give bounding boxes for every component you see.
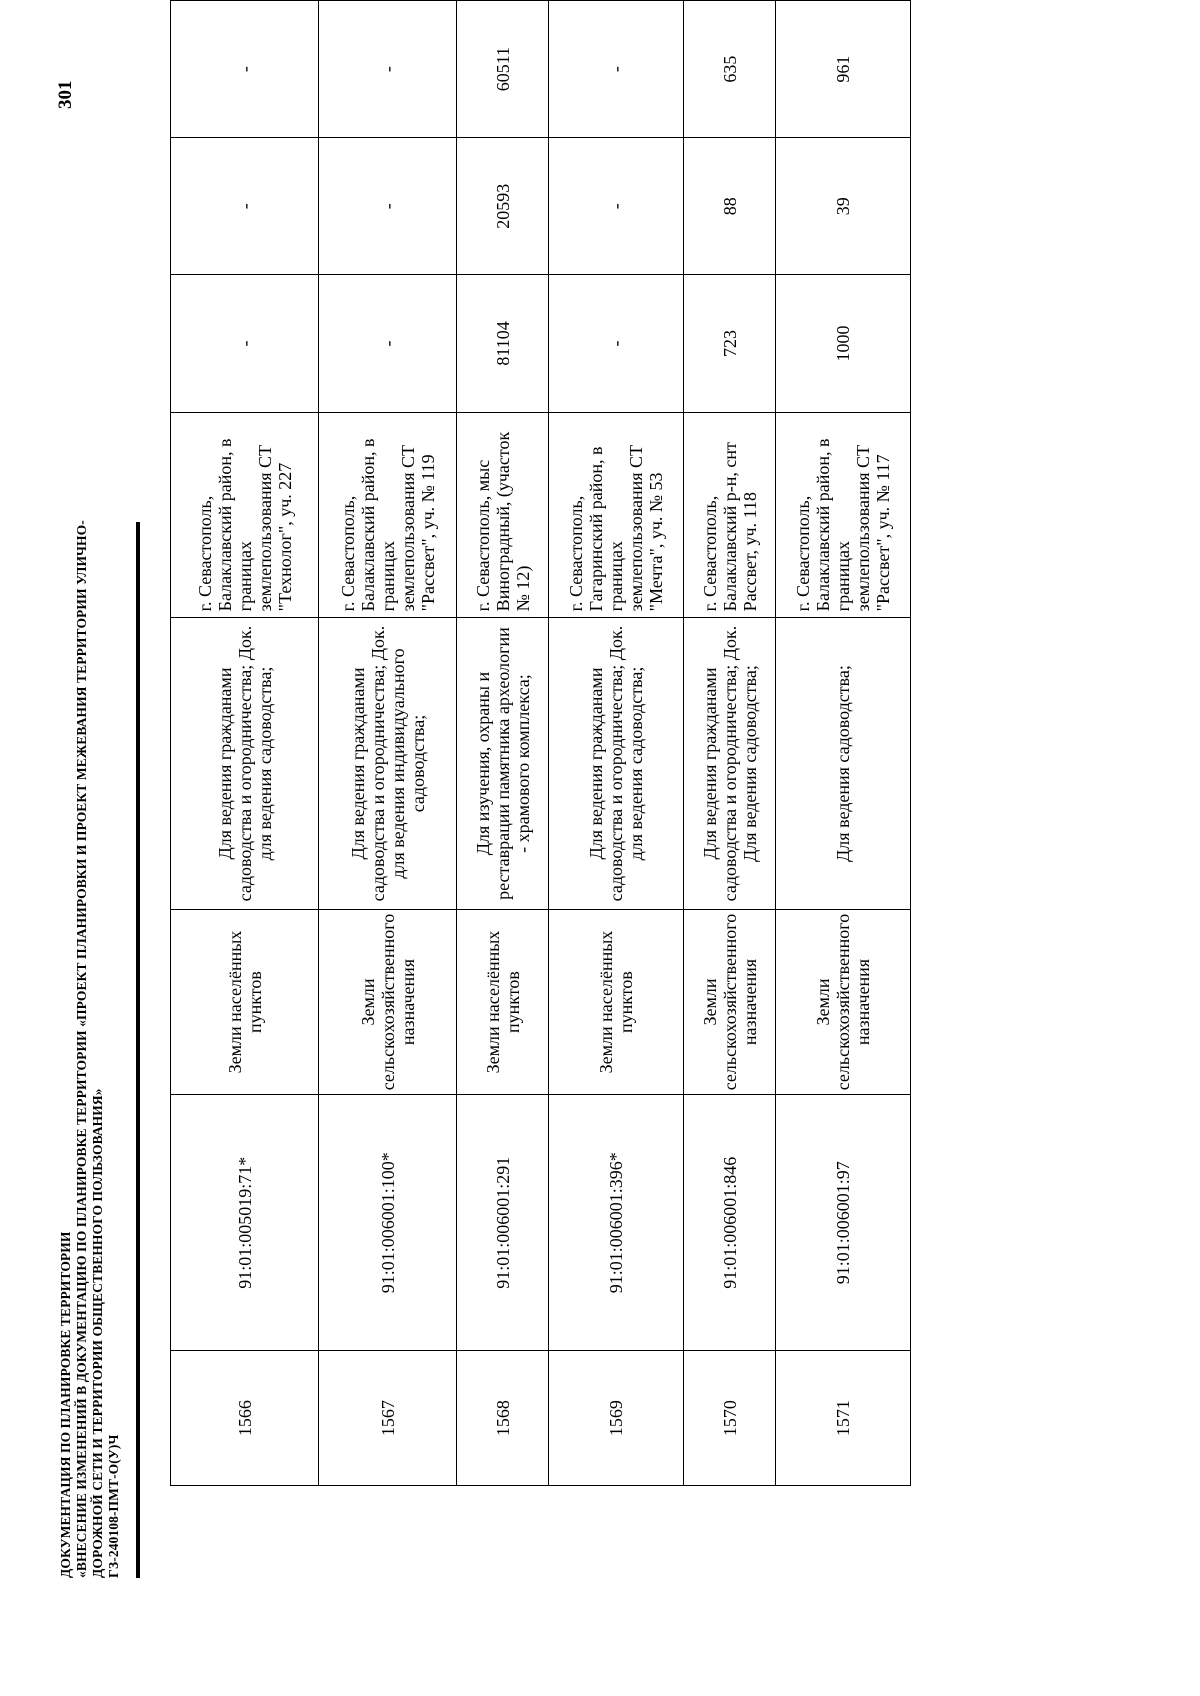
plot-address: г. Севастополь, Балаклавский район, в границах землепользования СТ "Рассвет", уч. № 119	[319, 412, 457, 618]
value-2: 39	[776, 138, 911, 275]
value-2: 20593	[457, 138, 549, 275]
header-rule	[136, 522, 140, 1578]
page-number: 301	[55, 80, 76, 109]
value-1: -	[549, 275, 684, 412]
value-3: 961	[776, 1, 911, 138]
value-3: -	[549, 1, 684, 138]
plot-address: г. Севастополь, Балаклавский р-н, снт Рассвет, уч. 118	[684, 412, 776, 618]
value-3: 635	[684, 1, 776, 138]
value-2: 88	[684, 138, 776, 275]
document-header	[58, 128, 122, 1578]
land-plots-table	[170, 0, 911, 1486]
value-3: -	[171, 1, 319, 138]
permitted-use: Для ведения садоводства;	[776, 618, 911, 909]
permitted-use: Для ведения гражданами садоводства и огородничества; Док. для ведения садоводства;	[171, 618, 319, 909]
land-category: Земли населённых пунктов	[457, 909, 549, 1095]
row-number: 1570	[684, 1351, 776, 1486]
value-1: 723	[684, 275, 776, 412]
value-1: 81104	[457, 275, 549, 412]
land-category: Земли сельскохозяйственного назначения	[319, 909, 457, 1095]
value-3: -	[319, 1, 457, 138]
header-line-3: ДОРОЖНОЙ СЕТИ И ТЕРРИТОРИИ ОБЩЕСТВЕННОГО ПОЛЬЗОВАНИЯ»	[90, 1088, 105, 1578]
table-row	[684, 1, 776, 1486]
table-row	[171, 1, 319, 1486]
value-2: -	[171, 138, 319, 275]
value-1: 1000	[776, 275, 911, 412]
cadastral-number: 91:01:006001:100*	[319, 1095, 457, 1351]
land-category: Земли населённых пунктов	[549, 909, 684, 1095]
value-2: -	[549, 138, 684, 275]
land-category: Земли сельскохозяйственного назначения	[776, 909, 911, 1095]
permitted-use: Для изучения, охраны и реставрации памятника археологии - храмового комплекса;	[457, 618, 549, 909]
row-number: 1569	[549, 1351, 684, 1486]
permitted-use: Для ведения гражданами садоводства и огородничества; Док. для ведения индивидуального садоводства;	[319, 618, 457, 909]
permitted-use: Для ведения гражданами садоводства и огородничества; Док. Для ведения садоводства;	[684, 618, 776, 909]
row-number: 1567	[319, 1351, 457, 1486]
header-line-2: «ВНЕСЕНИЕ ИЗМЕНЕНИЙ В ДОКУМЕНТАЦИЮ ПО ПЛАНИРОВКЕ ТЕРРИТОРИИ «ПРОЕКТ ПЛАНИРОВКИ И ПРОЕКТ МЕЖЕВАНИЯ ТЕРРИТОРИИ УЛИЧНО-	[74, 520, 89, 1578]
row-number: 1571	[776, 1351, 911, 1486]
value-1: -	[319, 275, 457, 412]
table-row	[549, 1, 684, 1486]
table-row	[457, 1, 549, 1486]
value-2: -	[319, 138, 457, 275]
row-number: 1568	[457, 1351, 549, 1486]
plot-address: г. Севастополь, Балаклавский район, в границах землепользования СТ "Рассвет", уч. № 117	[776, 412, 911, 618]
cadastral-number: 91:01:006001:291	[457, 1095, 549, 1351]
cadastral-number: 91:01:006001:846	[684, 1095, 776, 1351]
table-row	[319, 1, 457, 1486]
cadastral-number: 91:01:005019:71*	[171, 1095, 319, 1351]
value-3: 60511	[457, 1, 549, 138]
plot-address: г. Севастополь, мыс Виноградный, (участок № 12)	[457, 412, 549, 618]
land-category: Земли населённых пунктов	[171, 909, 319, 1095]
land-category: Земли сельскохозяйственного назначения	[684, 909, 776, 1095]
cadastral-number: 91:01:006001:396*	[549, 1095, 684, 1351]
plot-address: г. Севастополь, Балаклавский район, в границах землепользования СТ "Технолог", уч. 227	[171, 412, 319, 618]
permitted-use: Для ведения гражданами садоводства и огородничества; Док. для ведения садоводства;	[549, 618, 684, 909]
value-1: -	[171, 275, 319, 412]
header-line-4: ГЗ-240108-ПМТ-О(У)Ч	[106, 1434, 121, 1578]
plot-address: г. Севастополь, Гагаринский район, в границах землепользования СТ "Мечта", уч. № 53	[549, 412, 684, 618]
row-number: 1566	[171, 1351, 319, 1486]
header-line-1: ДОКУМЕНТАЦИЯ ПО ПЛАНИРОВКЕ ТЕРРИТОРИИ	[58, 1231, 73, 1578]
cadastral-number: 91:01:006001:97	[776, 1095, 911, 1351]
table-row	[776, 1, 911, 1486]
